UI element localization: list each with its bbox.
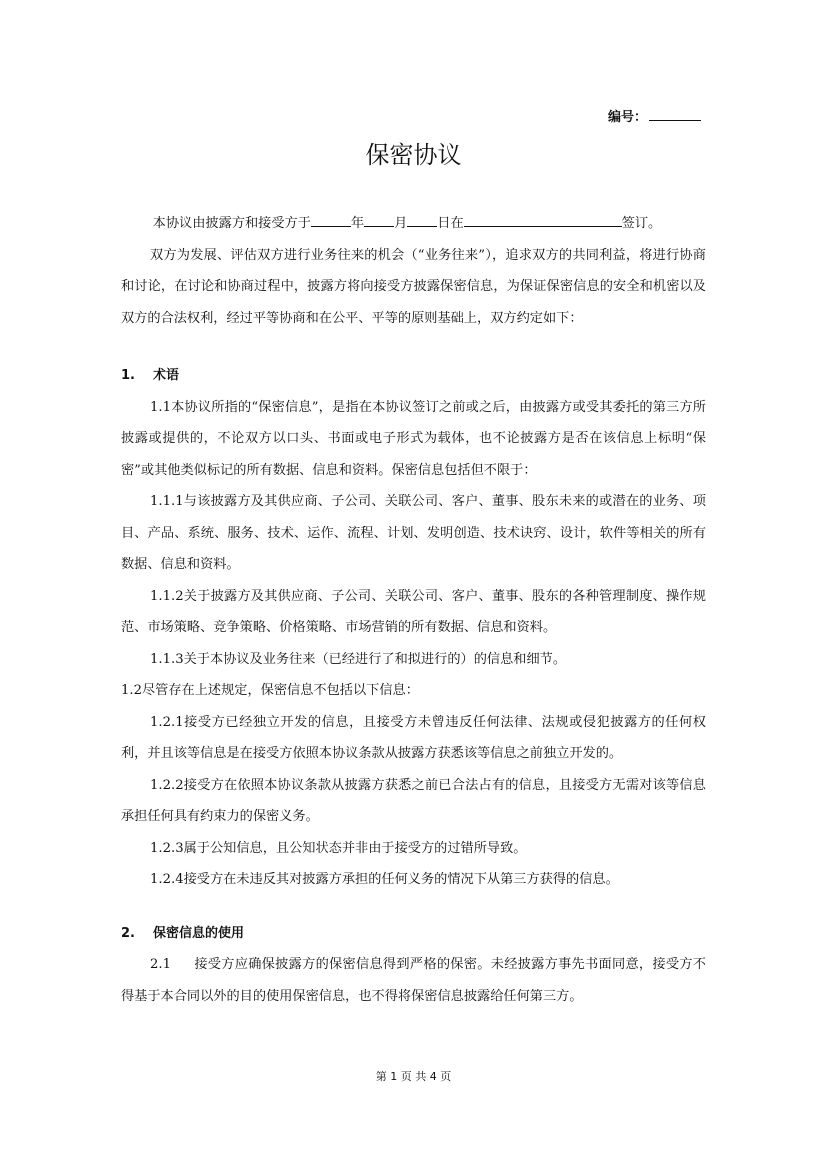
signing-line	[121, 208, 706, 240]
section-2-heading	[121, 918, 706, 950]
signing-prefix: 本协议由披露方和接受方于	[152, 216, 311, 231]
clause-1-2: 1.2尽管存在上述规定，保密信息不包括以下信息：	[121, 683, 419, 698]
section-2-number: 2.	[121, 925, 135, 941]
signing-month-unit: 月	[394, 216, 408, 231]
section-2-title: 保密信息的使用	[153, 925, 245, 941]
document-number	[608, 108, 701, 126]
document-number-label: 编号：	[607, 110, 647, 125]
clause-1-2-4: 1.2.4接受方在未违反其对披露方承担的任何义务的情况下从第三方获得的信息。	[150, 872, 619, 887]
document-title: 保密协议	[365, 141, 462, 169]
clause-1-1-1: 1.1.1与该披露方及其供应商、子公司、关联公司、客户、董事、股东未来的或潜在的业务、项目、产品、系统、服务、技术、运作、流程、计划、发明创造、技术诀窍、设计，软件等相关的所有数据、信息和资料。	[121, 494, 706, 572]
document-number-blank	[649, 108, 701, 121]
document-body	[121, 208, 706, 1012]
section-1-heading	[121, 360, 706, 392]
section-1-title: 术语	[153, 368, 180, 383]
clause-2-1-text: 接受方应确保披露方的保密信息得到严格的保密。未经披露方事先书面同意，接受方不得基于本合同以外的目的使用保密信息，也不得将保密信息披露给任何第三方。	[121, 957, 706, 1004]
intro-paragraph: 双方为发展、评估双方进行业务往来的机会（“业务往来”），追求双方的共同利益，将进行协商和讨论，在讨论和协商过程中，披露方将向接受方披露保密信息，为保证保密信息的安全和机密以及双方的合法权利，经过平等协商和在公平、平等的原则基础上，双方约定如下：	[121, 247, 706, 326]
signing-day-unit: 日在	[437, 216, 464, 231]
clause-1-2-3: 1.2.3属于公知信息，且公知状态并非由于接受方的过错所导致。	[150, 840, 527, 856]
signing-year-unit: 年	[350, 216, 365, 231]
signing-place-blank	[464, 212, 622, 227]
clause-2-1	[121, 949, 706, 1012]
section-1-number: 1.	[121, 368, 135, 383]
signing-month-blank	[364, 212, 394, 227]
signing-year-blank	[311, 212, 351, 227]
clause-1-2-2: 1.2.2接受方在依照本协议条款从披露方获悉之前已合法占有的信息，且接受方无需对该等信息承担任何具有约束力的保密义务。	[121, 777, 706, 824]
signing-day-blank	[407, 212, 437, 227]
clause-1-2-1: 1.2.1接受方已经独立开发的信息，且接受方未曾违反任何法律、法规或侵犯披露方的任何权利，并且该等信息是在接受方依照本协议条款从披露方获悉该等信息之前独立开发的。	[121, 714, 706, 761]
clause-2-1-number: 2.1	[150, 957, 172, 972]
page-footer: 第 1 页 共 4 页	[375, 1070, 452, 1083]
signing-suffix: 签订。	[621, 216, 662, 231]
clause-1-1: 1.1本协议所指的“保密信息”，是指在本协议签订之前或之后，由披露方或受其委托的第三方所披露或提供的，不论双方以口头、书面或电子形式为载体，也不论披露方是否在该信息上标明“保密”或其他类似标记的所有数据、信息和资料。保密信息包括但不限于：	[121, 399, 706, 478]
clause-1-1-3: 1.1.3关于本协议及业务往来（已经进行了和拟进行的）的信息和细节。	[150, 651, 567, 667]
clause-1-1-2: 1.1.2关于披露方及其供应商、子公司、关联公司、客户、董事、股东的各种管理制度、操作规范、市场策略、竞争策略、价格策略、市场营销的所有数据、信息和资料。	[121, 588, 706, 635]
